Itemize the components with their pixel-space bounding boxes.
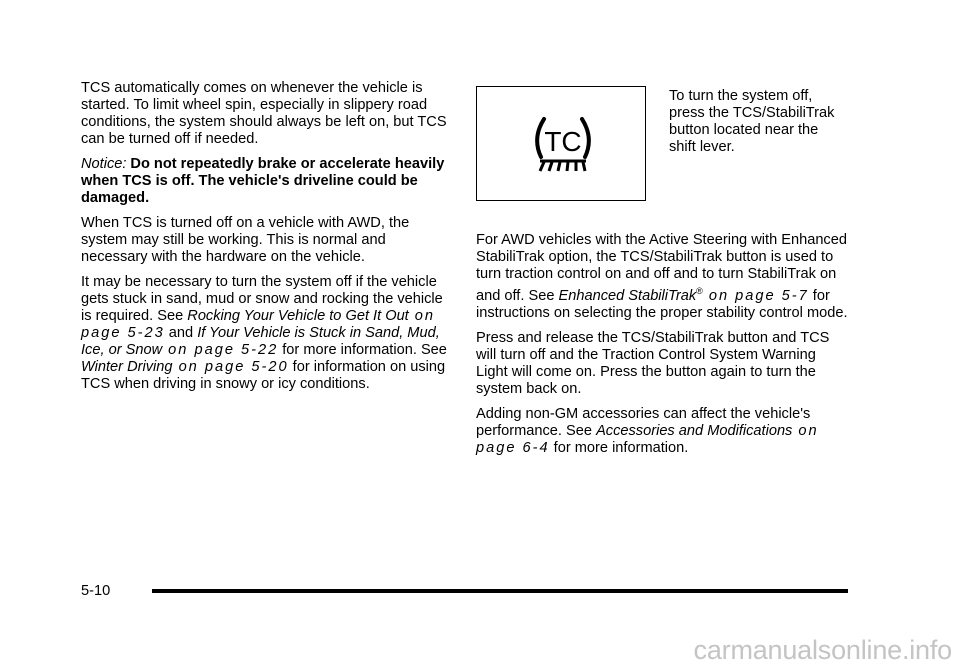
- notice-text: Do not repeatedly brake or accelerate heavily when TCS is off. The vehicle's driveline could be damaged.: [81, 156, 445, 206]
- left-column: [81, 80, 451, 401]
- tcs-icon-frame: [476, 86, 646, 201]
- awd-stabilitrak-text-b: for instructions on selecting the proper stability control mode.: [476, 287, 848, 321]
- turn-off-instructions: To turn the system off, press the TCS/StabiliTrak button located near the shift lever.: [669, 88, 835, 155]
- stuck-in-sand-link[interactable]: If Your Vehicle is Stuck in Sand, Mud, Ice, or Snow: [81, 325, 440, 358]
- watermark: carmanualsonline.info: [693, 635, 952, 665]
- stuck-paragraph: [81, 274, 451, 393]
- press-release-paragraph: [476, 330, 848, 398]
- traction-control-warning-icon: [531, 115, 595, 177]
- awd-stabilitrak-paragraph: [476, 232, 848, 322]
- stuck-text-b: and: [164, 325, 198, 341]
- enhanced-stabilitrak-link[interactable]: Enhanced StabiliTrak: [558, 287, 697, 304]
- winter-driving-link[interactable]: Winter Driving: [81, 359, 173, 375]
- rocking-vehicle-page-link[interactable]: on page 5‑23: [81, 308, 436, 341]
- notice-label: Notice:: [81, 156, 127, 172]
- tcs-icon-label: TC: [544, 126, 582, 157]
- enhanced-stabilitrak-page-link[interactable]: on page 5‑7: [702, 287, 809, 304]
- stuck-text-a: It may be necessary to turn the system off if the vehicle gets stuck in sand, mud or snow and rocking the vehicle is required. See: [81, 274, 443, 324]
- press-release-text: Press and release the TCS/StabiliTrak button and TCS will turn off and the Traction Control System Warning Light will come on. Press the button again to turn the system back on.: [476, 329, 830, 397]
- registered-mark: ®: [696, 286, 703, 296]
- awd-paragraph: [81, 215, 451, 266]
- notice-paragraph: [81, 156, 451, 207]
- rocking-vehicle-link[interactable]: Rocking Your Vehicle to Get It Out: [187, 308, 409, 324]
- accessories-text-a: Adding non-GM accessories can affect the vehicle's performance. See: [476, 405, 811, 439]
- page-number: 5-10: [81, 583, 111, 599]
- accessories-modifications-link[interactable]: Accessories and Modifications: [596, 422, 793, 439]
- winter-driving-page-link[interactable]: on page 5‑20: [172, 359, 289, 375]
- awd-stabilitrak-text-a: For AWD vehicles with the Active Steering with Enhanced StabiliTrak option, the TCS/StabiliTrak button is used to turn traction control on and off and to turn StabiliTrak on and off. See: [476, 232, 847, 304]
- right-column: [476, 232, 848, 465]
- awd-text: When TCS is turned off on a vehicle with AWD, the system may still be working. This is normal and necessary with the hardware on the vehicle.: [81, 215, 410, 265]
- intro-paragraph: [81, 80, 451, 148]
- accessories-text-b: for more information.: [549, 439, 689, 456]
- stuck-text-d: for information on using TCS when driving in snowy or icy conditions.: [81, 359, 446, 392]
- stuck-in-sand-page-link[interactable]: on page 5‑22: [162, 342, 279, 358]
- footer-rule: [152, 589, 848, 593]
- intro-text: TCS automatically comes on whenever the vehicle is started. To limit wheel spin, especially in slippery road conditions, the system should always be left on, but TCS can be turned off if needed.: [81, 80, 447, 147]
- accessories-modifications-page-link[interactable]: on page 6‑4: [476, 422, 819, 456]
- stuck-text-c: for more information. See: [278, 342, 447, 358]
- accessories-paragraph: [476, 406, 848, 457]
